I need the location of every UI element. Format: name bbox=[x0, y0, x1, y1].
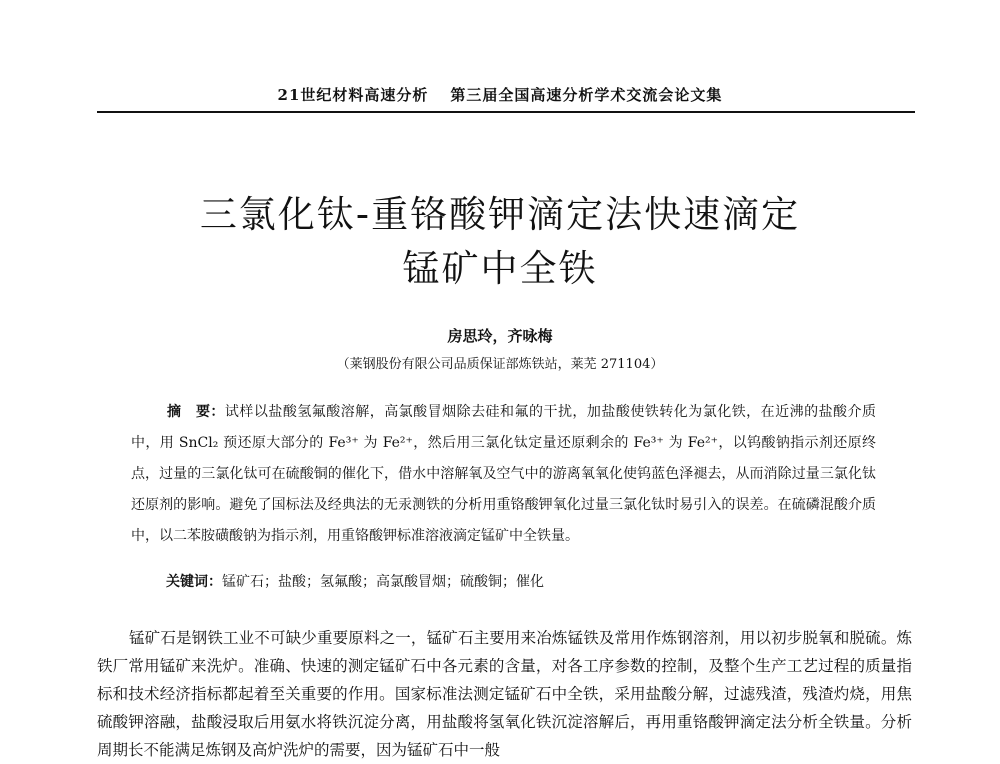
authors: 房思玲，齐咏梅 bbox=[447, 327, 553, 345]
running-header bbox=[0, 84, 1000, 105]
affiliation: （莱钢股份有限公司品质保证部炼铁站，莱芜 271104） bbox=[336, 357, 664, 372]
title-line-2: 锰矿中全铁 bbox=[402, 247, 598, 290]
running-header-left: 21世纪材料高速分析 bbox=[277, 86, 429, 104]
keywords-text: 锰矿石；盐酸；氢氟酸；高氯酸冒烟；硫酸铜；催化 bbox=[222, 574, 544, 590]
abstract-text: 试样以盐酸氢氟酸溶解，高氯酸冒烟除去硅和氟的干扰，加盐酸使铁转化为氯化铁，在近沸的盐酸介质中，用 SnCl₂ 预还原大部分的 Fe³⁺ 为 Fe²⁺，然后用三氯化钛定量还原剩余的 Fe³⁺ 为 Fe²⁺，以钨酸钠指示剂还原终点，过量的三氯化钛可在硫酸铜的催化下，借水中溶解氧及空气中的游离氧氧化使钨蓝色泽褪去，从而消除过量三氯化钛还原剂的影响。避免了国标法及经典法的无汞测铁的分析用重铬酸钾氧化过量三氯化钛时易引入的误差。在硫磷混酸介质中，以二苯胺磺酸钠为指示剂，用重铬酸钾标准溶液滴定锰矿中全铁量。 bbox=[131, 404, 877, 544]
header-rule bbox=[97, 111, 915, 113]
abstract bbox=[131, 397, 876, 552]
body-text bbox=[97, 624, 912, 764]
keywords bbox=[166, 570, 876, 594]
paper-title bbox=[0, 188, 1000, 296]
keywords-label: 关键词： bbox=[166, 574, 222, 590]
running-header-right: 第三届全国高速分析学术交流会论文集 bbox=[450, 86, 723, 104]
title-line-1: 三氯化钛-重铬酸钾滴定法快速滴定 bbox=[199, 193, 801, 236]
body-paragraph: 锰矿石是钢铁工业不可缺少重要原料之一，锰矿石主要用来冶炼锰铁及常用作炼钢溶剂，用以初步脱氧和脱硫。炼铁厂常用锰矿来洗炉。准确、快速的测定锰矿石中各元素的含量，对各工序参数的控制，及整个生产工艺过程的质量指标和技术经济指标都起着至关重要的作用。国家标准法测定锰矿石中全铁，采用盐酸分解，过滤残渣，残渣灼烧，用焦硫酸钾溶融，盐酸浸取后用氨水将铁沉淀分离，用盐酸将氢氧化铁沉淀溶解后，再用重铬酸钾滴定法分析全铁量。分析周期长不能满足炼钢及高炉洗炉的需要，因为锰矿石中一般 bbox=[97, 629, 912, 759]
abstract-label: 摘 要： bbox=[167, 404, 225, 420]
